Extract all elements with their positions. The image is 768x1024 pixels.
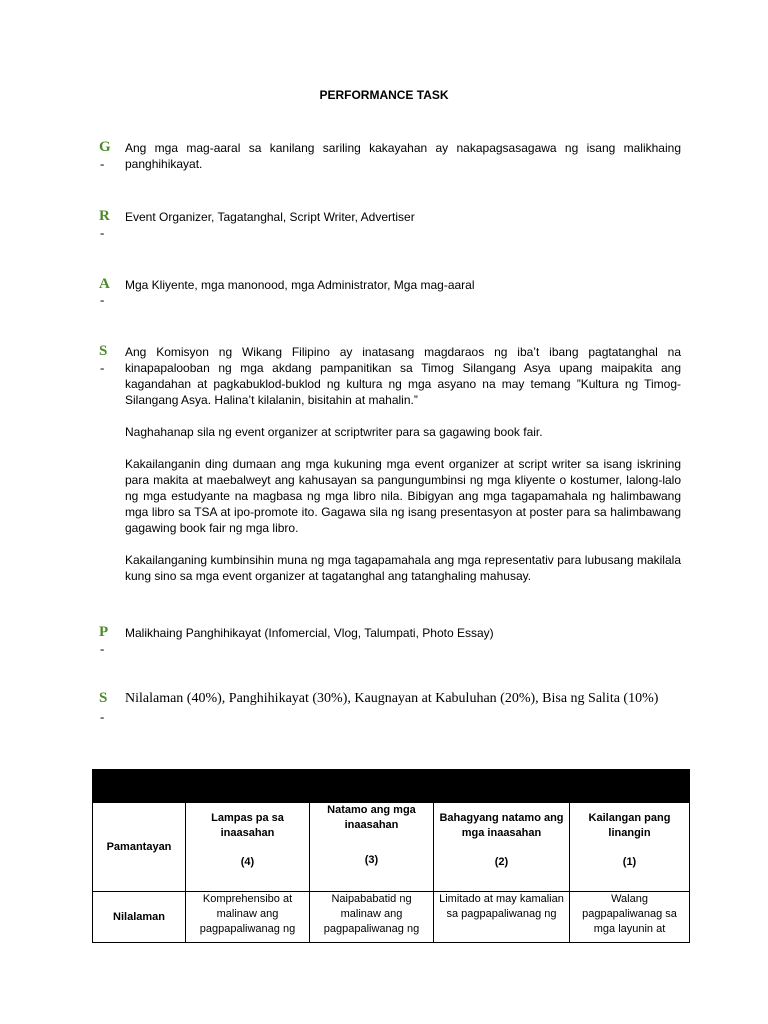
criteria-header: Pamantayan (93, 803, 186, 892)
situation-paragraph: Naghahanap sila ng event organizer at scriptwriter para sa gagawing book fair. (125, 425, 543, 439)
rubric-header-band-cell (93, 770, 690, 803)
level-label: Natamo ang mga inaasahan (327, 804, 416, 831)
grasps-dash-standards: - (100, 709, 105, 724)
level-header-4 (186, 803, 310, 892)
level-score: (4) (240, 856, 255, 868)
level-label: Bahagyang natamo ang mga inaasahan (439, 812, 564, 839)
audience-text (125, 277, 681, 293)
grasps-letter-situation: S (99, 343, 108, 359)
rubric-header-row (93, 803, 690, 892)
rubric-cell: Walang pagpapaliwanag sa mga layunin at (570, 892, 690, 943)
grasps-dash-role: - (100, 225, 105, 240)
grasps-dash-situation: - (100, 360, 105, 375)
standards-paragraph: Nilalaman (40%), Panghihikayat (30%), Kaugnayan at Kabuluhan (20%), Bisa ng Salita (10%) (125, 691, 659, 706)
page-title: PERFORMANCE TASK (319, 88, 449, 102)
grasps-letter-standards: S (99, 690, 108, 706)
level-header-2 (434, 803, 570, 892)
level-score: (2) (494, 856, 509, 868)
grasps-dash-goal: - (100, 156, 105, 171)
rubric-row (93, 892, 690, 943)
product-text (125, 625, 681, 641)
grasps-dash-audience: - (100, 292, 105, 307)
level-score: (3) (364, 854, 379, 866)
grasps-letter-audience: A (99, 276, 110, 292)
rubric-table (92, 769, 690, 943)
product-paragraph: Malikhaing Panghihikayat (Infomercial, Vlog, Talumpati, Photo Essay) (125, 626, 494, 640)
grasps-letter-product: P (99, 624, 109, 640)
goal-text (125, 140, 681, 172)
role-text (125, 209, 681, 225)
goal-paragraph: Ang mga mag-aaral sa kanilang sariling kakayahan ay nakapagsasagawa ng isang malikhaing panghihikayat. (125, 141, 681, 171)
criteria-cell: Nilalaman (93, 892, 186, 943)
audience-paragraph: Mga Kliyente, mga manonood, mga Administrator, Mga mag-aaral (125, 278, 475, 292)
level-label: Kailangan pang linangin (588, 812, 671, 839)
situation-text (125, 344, 681, 584)
rubric-cell: Naipababatid ng malinaw ang pagpapaliwanag ng (310, 892, 434, 943)
standards-text (125, 691, 681, 707)
grasps-letter-role: R (99, 208, 110, 224)
level-header-3 (310, 803, 434, 892)
grasps-letter-goal: G (99, 139, 111, 155)
rubric-cell: Limitado at may kamalian sa pagpapaliwanag ng (434, 892, 570, 943)
situation-paragraph: Kakailanganing kumbinsihin muna ng mga tagapamahala ang mga representativ para lubusang makilala kung sino sa mga event organizer at tagatanghal ang tatanghaling mahusay. (125, 553, 681, 583)
level-label: Lampas pa sa inaasahan (211, 812, 284, 839)
rubric-header-band (93, 770, 690, 803)
level-score: (1) (622, 856, 637, 868)
situation-paragraph: Kakailanganin ding dumaan ang mga kukuning mga event organizer at script writer sa isang iskrining para makita at maebalweyt ang kahusayan sa pangungumbinsi ng mga kliyente o kostumer, lalong-lalo ng mga estudyante na magbasa ng mga libro nila. Bibigyan ang mga tagapamahala ng halimbawang mga libro sa TSA at ipo-promote ito. Gagawa sila ng isang presentasyon at poster para sa halimbawang gagawing book fair ng mga libro. (125, 457, 681, 535)
level-header-1 (570, 803, 690, 892)
role-paragraph: Event Organizer, Tagatanghal, Script Writer, Advertiser (125, 210, 415, 224)
grasps-dash-product: - (100, 641, 105, 656)
situation-paragraph: Ang Komisyon ng Wikang Filipino ay inatasang magdaraos ng iba’t ibang pagtatanghal na kinapapalooban ng mga akdang pampanitikan sa Timog Silangang Asya upang maipakita ang kagandahan at pagkabuklod-buklod ng kultura ng mga asyano na may temang ”Kultura ng Timog-Silangang Asya. Halina’t kilalanin, bisitahin at mahalin.” (125, 345, 681, 407)
rubric-cell: Komprehensibo at malinaw ang pagpapaliwanag ng (186, 892, 310, 943)
